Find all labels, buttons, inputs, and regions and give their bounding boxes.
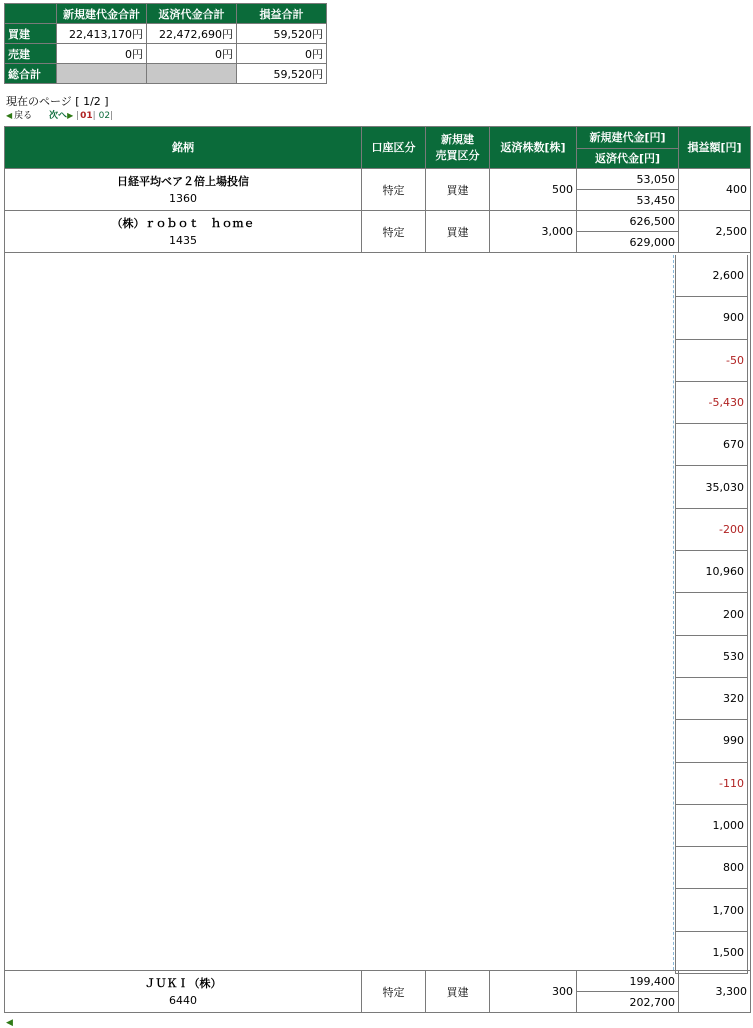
summary-sell-new: 0円 [57,44,147,64]
page-separator: | [92,111,96,121]
header-account: 口座区分 [362,127,426,169]
pl-amount: 990 [675,720,748,762]
summary-table [4,3,327,84]
pl-amount: 1,500 [675,932,748,974]
pl-amount: 670 [675,424,748,466]
trade-type: 買建 [426,169,490,211]
next-arrow-icon[interactable]: ▶ [67,111,74,120]
new-amount: 199,400 [577,971,679,992]
summary-buy-pl: 59,520円 [237,24,327,44]
shares: 3,000 [490,211,577,253]
stock-code: 1435 [169,233,197,247]
pl-amount: -50 [675,340,748,382]
summary-header-new: 新規建代金合計 [57,4,147,24]
close-amount: 202,700 [577,992,679,1013]
header-pl: 損益額[円] [679,127,751,169]
redacted-region [19,255,674,970]
page-indicator: 現在のページ [ 1/2 ] [6,95,109,108]
close-amount: 53,450 [577,190,679,211]
row-name-cell [5,971,362,1013]
summary-sell-pl: 0円 [237,44,327,64]
summary-header-pl: 損益合計 [237,4,327,24]
back-link[interactable]: 戻る [14,111,33,121]
summary-total-close [147,64,237,84]
pl-amount: 3,300 [679,971,751,1013]
pl-amount: 1,700 [675,889,748,931]
pl-amount: 2,500 [679,211,751,253]
account-type: 特定 [362,169,426,211]
trade-type: 買建 [426,211,490,253]
page-separator: | [110,111,114,121]
pl-amount: 900 [675,297,748,339]
header-trade-type [426,127,490,169]
pl-amount: 35,030 [675,466,748,508]
pl-amount: 320 [675,678,748,720]
trade-type: 買建 [426,971,490,1013]
header-name: 銘柄 [5,127,362,169]
stock-code: 6440 [169,993,197,1007]
pl-amount: 10,960 [675,551,748,593]
pl-amount: -5,430 [675,382,748,424]
page-separator: | [76,111,80,121]
summary-total-new [57,64,147,84]
summary-row-label: 総合計 [5,64,57,84]
next-link[interactable]: 次へ [49,111,68,121]
pl-amount: -200 [675,509,748,551]
account-type: 特定 [362,211,426,253]
shares: 300 [490,971,577,1013]
header-trade-line1: 新規建 [441,132,474,146]
new-amount: 626,500 [577,211,679,232]
header-trade-line2: 売買区分 [435,148,480,162]
header-shares: 返済株数[株] [490,127,577,169]
summary-corner [5,4,57,24]
summary-buy-close: 22,472,690円 [147,24,237,44]
pl-amount: 200 [675,593,748,635]
stock-code: 1360 [169,191,197,205]
pager [6,108,113,121]
page-link-01[interactable]: 01 [80,111,93,121]
pl-amount: 800 [675,847,748,889]
summary-sell-close: 0円 [147,44,237,64]
back-arrow-icon[interactable]: ◀ [6,111,13,120]
summary-buy-new: 22,413,170円 [57,24,147,44]
page-link-02[interactable]: 02 [98,111,111,121]
close-amount: 629,000 [577,232,679,253]
pl-amount: 2,600 [675,255,748,297]
row-name-cell [5,211,362,253]
row-name-cell [5,169,362,211]
header-new-amount: 新規建代金[円] [577,127,679,149]
stock-name: （株）ｒｏｂｏｔ ｈｏｍｅ [111,216,255,230]
summary-row-label: 売建 [5,44,57,64]
shares: 500 [490,169,577,211]
stock-name: 日経平均ベア２倍上場投信 [117,174,249,188]
summary-total-pl: 59,520円 [237,64,327,84]
summary-row-label: 買建 [5,24,57,44]
hidden-rows-pl-column [675,255,748,974]
summary-header-close: 返済代金合計 [147,4,237,24]
new-amount: 53,050 [577,169,679,190]
stock-name: ＪＵＫＩ（株） [144,976,222,990]
header-close-amount: 返済代金[円] [577,149,679,169]
bottom-back-arrow-icon[interactable]: ◀ [6,1018,13,1028]
pl-amount: -110 [675,763,748,805]
pl-amount: 530 [675,636,748,678]
account-type: 特定 [362,971,426,1013]
pl-amount: 1,000 [675,805,748,847]
pl-amount: 400 [679,169,751,211]
